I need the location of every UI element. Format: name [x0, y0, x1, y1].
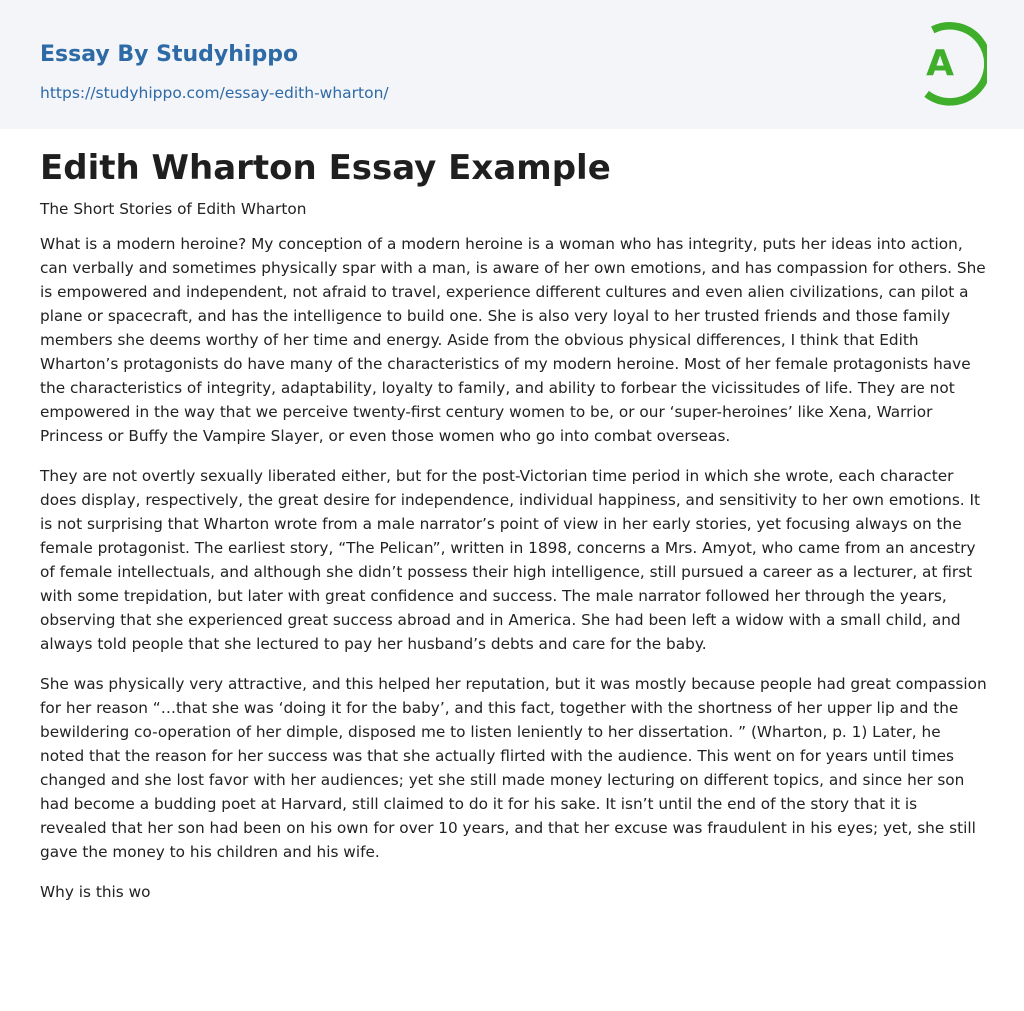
essay-url-link[interactable]: https://studyhippo.com/essay-edith-wharton/: [40, 84, 389, 102]
page-title: Edith Wharton Essay Example: [40, 148, 611, 188]
logo-icon: [911, 18, 987, 106]
paragraph-1: What is a modern heroine? My conception of a modern heroine is a woman who has integrity, puts her ideas into action, can verbally and sometimes physically spar with a man, is aware of her own emotions, and has compassion for others. She is empowered and independent, not afraid to travel, experience different cultures and even alien civilizations, can pilot a plane or spacecraft, and has the intelligence to build one. She is also very loyal to her trusted friends and those family members she deems worthy of her time and energy. Aside from the obvious physical differences, I think that Edith Wharton’s protagonists do have many of the characteristics of my modern heroine. Most of her female protagonists have the characteristics of integrity, adaptability, loyalty to family, and ability to forbear the vicissitudes of life. They are not empowered in the way that we perceive twenty-first century women to be, or our ‘super-heroines’ like Xena, Warrior Princess or Buffy the Vampire Slayer, or even those women who go into combat overseas.: [40, 235, 986, 445]
studyhippo-logo[interactable]: [911, 18, 987, 106]
article: [40, 143, 988, 904]
logo-letter: A: [926, 43, 954, 84]
site-header: [0, 0, 1024, 129]
site-title[interactable]: Essay By Studyhippo: [40, 42, 299, 67]
paragraph-4-truncated: Why is this wo: [40, 883, 151, 901]
paragraph-3: She was physically very attractive, and this helped her reputation, but it was mostly because people had great compassion for her reason “…that she was ‘doing it for the baby’, and this fact, together with the shortness of her upper lip and the bewildering co-operation of her dimple, disposed me to listen leniently to her dissertation. ” (Wharton, p. 1) Later, he noted that the reason for her success was that she actually flirted with the audience. This went on for years until times changed and she lost favor with her audiences; yet she still made money lecturing on different topics, and since her son had become a budding poet at Harvard, still claimed to do it for his sake. It isn’t until the end of the story that it is revealed that her son had been on his own for over 10 years, and that her excuse was fraudulent in his eyes; yet, she still gave the money to his children and his wife.: [40, 675, 987, 861]
paragraph-2: They are not overtly sexually liberated either, but for the post-Victorian time period in which she wrote, each character does display, respectively, the great desire for independence, individual happiness, and sensitivity to her own emotions. It is not surprising that Wharton wrote from a male narrator’s point of view in her early stories, yet focusing always on the female protagonist. The earliest story, “The Pelican”, written in 1898, concerns a Mrs. Amyot, who came from an ancestry of female intellectuals, and although she didn’t possess their high intelligence, still pursued a career as a lecturer, at first with some trepidation, but later with great confidence and success. The male narrator followed her through the years, observing that she experienced great success abroad and in America. She had been left a widow with a small child, and always told people that she lectured to pay her husband’s debts and care for the baby.: [40, 467, 981, 653]
article-subtitle: The Short Stories of Edith Wharton: [40, 200, 307, 218]
